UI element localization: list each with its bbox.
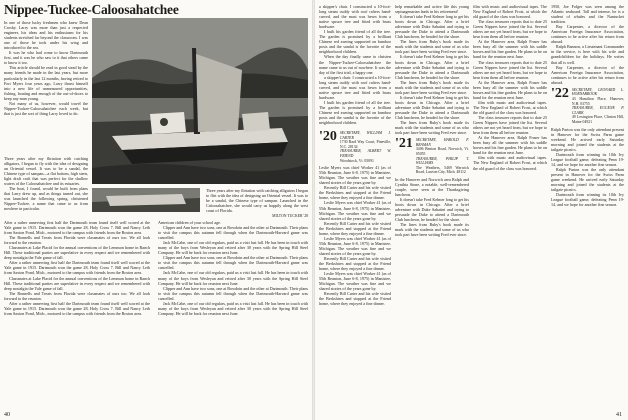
article-paragraph: At the Hanover area, Ralph Fraser has been busy all the summer with his saddle horses and his fine garden. He plans to be on hand for the reunion next June. [473,135,547,156]
article-paragraph: Recently Bill Carter and his wife visited the Berkshires and stopped at the Friend home, where they enjoyed a fine dinner. [319,256,391,272]
article-paragraph: After a rather unnerving first half the Dartmouth team found itself well scored at the Yale game in 1915. Dartmouth won the game 28, Holy Cross 7. Bill and Nancy Leib from Saxton Pond, Mich., motored to the campus with friends from the Boston area. [4,220,150,236]
class-notes-column-1 [4,220,150,408]
article-paragraph: Recently Bill Carter and his wife visited the Berkshires and stopped at the Friend home, where they enjoyed a fine dinner. [319,291,391,307]
left-page [0,0,313,420]
article-paragraph: Clipper and Ann have two sons, one at Bowdoin and the other at Dartmouth. Their plans to visit the campus this autumn fell through when the Dartmouth-Harvard game was cancelled. [158,255,308,271]
article-column-3 [319,4,391,126]
article-title: Nippee-Tuckee-Caloosahatchee [4,2,179,17]
secretary-name: SECRETARY, HAROLD F. BRAMAN [415,138,469,147]
article-paragraph: This article should be read in good stead by the many friends he made in the last years, but more particularly in the last 12 months, having retired to Fort Myers four years ago, Larry thrust himself into a new life of unmeasured opportunities, fishing, boating and enough of the out-of-doors to keep any man young. [4,65,88,101]
article-paragraph: The Bonnells and Treats from Florida were classmates of ours too. We all look forward to the reunion. [4,235,150,246]
secretary-address: 43 Hamilton Place, Hanover, N.H. 03755 [571,96,624,106]
article-paragraph: Clipper and Ann have two sons, one at Bowdoin and the other at Dartmouth. Their plans to visit the campus this autumn fell through when the Dartmouth-Harvard game was cancelled. [158,285,308,301]
article-paragraph: It was he who had come to know Dartmouth first, and it was he who saw to it that others came to know it too. [4,50,88,66]
class-year-20: '20 [319,129,337,144]
article-paragraph: Jack McCabe, one of our old regulars, paid us a visit last fall. He has been in touch with many of the boys from Wesleyan and retired after 30 years with the Spring Hill Steel Company. He will be back for reunion next June. [158,270,308,286]
article-paragraph: It doesn't take Fred Kelmer long to get his boots down in Chicago. After a brief adventure with Duke Sabatini and trying to persuade the Duke to attend a Dartmouth Club luncheon, he headed for the shore. [395,197,469,223]
sampan-boat-photo [92,18,308,184]
article-column-1-cont [4,156,88,216]
class-21-header [395,138,469,175]
article-paragraph: Three years after my flirtation with catching alligators, I began to fly with the idea of designing an Oriental vessel. It was to be a sandal, the Chinese type of sampan—a flat bottom, high stern, light draft craft that was perfect for the shallow waters of the Caloosahatchee and its estuaries. [4,156,88,187]
article-paragraph: It doesn't take Fred Kelmer long to get his boots down in Chicago. After a brief adventure with Duke Sabatini and trying to persuade the Duke to attend a Dartmouth Club luncheon, he headed for the shore. [395,54,469,80]
page-number: 41 [616,412,622,418]
treasurer-address: The Weathers, 5469 Warwick Road, Lawton City, Mich. 48112 [415,165,469,175]
article-column-1 [4,20,88,152]
class-22-secretary-block [572,88,624,125]
article-paragraph: Jack McCabe, one of our old regulars, paid us a visit last fall. He has been in touch with many of the boys from Wesleyan and retired after 30 years with the Spring Hill Steel Company. He will be back for reunion next June. [158,300,308,316]
secretary-name: SECRETARY, LEONARD L. HORNABROOK [571,87,624,97]
caption-text: Three years after my flirtation with catching alligators I began to flirt with the idea of designing an Oriental vessel. It was to be a sandal, the Chinese type of sampan. Launched in the Caloosahatchee, she would carry us happily along the west coast of Florida. [206,188,308,213]
secretary-address: 1730 Bard Way Court, Pineville, N.C. 28134 [339,140,391,149]
article-paragraph: a skipper's chair. I constructed a 10-foot-long steam cuddy with roof rafters hand-carved, and the mast was hewn from a native spruce tree and fitted with brass hardware. [319,4,391,30]
class-20-secretary-block [340,131,391,163]
secretary-name: SECRETARY, WILLIAM J. CARTER [339,131,391,140]
article-paragraph: Recently Bill Carter and his wife visited the Berkshires and stopped at the Friend home, where they enjoyed a fine dinner. [319,220,391,236]
article-paragraph: 1950, Joe Folger was seen among the Atlantic seaboard. Tall and intense, he is a student of whales and the Nantucket tradition. [551,4,624,25]
article-paragraph: The lines from Ruby's book made its mark with the students and some of us who took part have been writing Fred ever since. [395,120,469,136]
class-notes-column-2 [158,220,308,408]
article-paragraph: Dartmouth from winning its 10th Ivy League football game, defeating Penn 19-14, and we hope for another fine season. [551,192,624,208]
article-paragraph: Leslie Myers was chief Worker 41 (as of 55th Reunion, June 6-8, 1975) in Manistee, Michigan. The weather was fine and we shared stories of the years gone by. [319,200,391,221]
class-22-header [551,85,624,125]
article-paragraph: film with music and audiovisual tapes. The New England of Robert Frost, at which the old guard of the class was honored. [473,4,547,20]
article-paragraph: film with music and audiovisual tapes. The New England of Robert Frost, at which the old guard of the class was honored. [473,155,547,171]
article-paragraph: help remarkable and active life this young septuagenarian leads in his retirement! [395,4,469,15]
article-paragraph: In the Hanover and Norwich area Ralph and Cynthia Stone, a notable, well-remembered couple, were seen at the Thanksgiving luncheon. [395,176,469,198]
treasurer-name: TREASURER, PHILIP T. WILLIAMS [415,156,469,166]
article-paragraph: Classmates at Lake Placid for the annual conventions of the Lemmon home in Ranch Hill. These traditional parties are superlative in every respect and we remembered with deep nostalgia the Yale game of fall. [4,275,150,291]
page-number: 40 [4,412,10,418]
treasurer-name: TREASURER, EUGENE P. CLARK [571,106,624,115]
article-paragraph: At the Hanover area, Ralph Fraser has been busy all the summer with his saddle horses and his fine garden. He plans to be on hand for the reunion next June. [473,39,547,60]
class-year-21: '21 [395,136,413,152]
article-paragraph: film with music and audiovisual tapes. The New England of Robert Frost, at which the old guard of the class was honored. [473,99,547,115]
article-paragraph: In one of those lucky freshmen who knew Dean Crosby. Larry was more than just a respected engineer, his ideas and his enthusiasm for his students stretched far beyond the classroom. I was one of those he took under his wing and introduced to the sea. [4,20,88,51]
article-paragraph: It doesn't take Fred Kelmer long to get his boots down in Chicago. After a brief adventure with Duke Sabatini and trying to persuade the Duke to attend a Dartmouth Club luncheon, he headed for the shore. [395,14,469,40]
article-paragraph: After a rather unnerving first half the Dartmouth team found itself well scored at the Yale game in 1915. Dartmouth won the game 28, Holy Cross 7. Bill and Nancy Leib from Saxton Pond, Mich., motored to the campus with friends from the Boston area. [4,260,150,276]
article-paragraph: Bay Carpenter, a director of the American Foreign Insurance Association, continues to be active after his return from abroad. [551,64,624,85]
class-20-column [319,128,391,410]
treasurer-name: TREASURER, ALBERT W. FRIEND [339,149,391,158]
article-paragraph: After a rather unnerving first half the Dartmouth team found itself well scored at the Yale game in 1915. Dartmouth won the game 28, Holy Cross 7. Bill and Nancy Leib from Saxton Pond, Mich., motored to the campus with friends from the Boston area. [4,300,150,316]
article-paragraph: Leslie Myers was chief Worker 41 (as of 55th Reunion, June 6-8, 1975) in Manistee, Michigan. The weather was fine and we shared stories of the years gone by. [319,271,391,292]
treasurer-address: Woodstock, Vt. 05091 [339,158,374,163]
sampan-detail-photo [92,188,200,212]
right-page [315,0,628,420]
article-paragraph: Dartmouth from winning its 10th Ivy League football game, defeating Penn 19-14, and we hope for another fine season. [551,151,624,167]
article-paragraph: I built his garden friend of all the tree. The garden is promised by a brilliant Chinese red awning supported on bamboo posts and the sandal is the favorite of the neighborhood children. [319,29,391,55]
article-paragraph: The boat, I found, would be built from plans that Larry drew up, and as things turned out, she was launched the following spring, christened Nippee-Tuckee, a name that came to us from nowhere in particular. [4,186,88,212]
article-paragraph: Leslie Myers was chief Worker 41 (as of 55th Reunion, June 6-8, 1975) in Manistee, Michigan. The weather was fine and we shared stories of the years gone by. [319,165,391,186]
article-column-5 [473,4,547,410]
article-paragraph: a skipper's chair. I constructed a 10-foot-long steam cuddy with roof rafters hand-carved, and the mast was hewn from a native spruce tree and fitted with brass hardware. [319,74,391,100]
article-paragraph: The lines from Ruby's book made its mark with the students and some of us who took part have been writing Fred ever since. [395,39,469,55]
article-paragraph: The Bonnells and Treats from Florida were classmates of ours too. We all look forward to the reunion. [4,290,150,301]
article-column-4 [395,4,469,410]
article-paragraph: Classmates at Lake Placid for the annual conventions of the Lemmon home in Ranch Hill. These traditional parties are superlative in every respect and we remembered with deep nostalgia the Yale game of fall. [4,245,150,261]
article-paragraph: It doesn't take Fred Kelmer long to get his boots down in Chicago. After a brief adventure with Duke Sabatini and trying to persuade the Duke to attend a Dartmouth Club luncheon, he headed for the shore. [395,94,469,121]
article-paragraph: The lines from Ruby's book made its mark with the students and some of us who took part have been writing Fred ever since. [395,222,469,238]
article-paragraph: Not many of us, however, would travel the Nippee-Tuckee-Caloosahatchee each week, but that is just the sort of thing Larry loved to do. [4,100,88,116]
article-paragraph: The class treasurer reports that to date 25 Green Nippers have joined the list. Several others are not yet heard from, but we hope to hear from them all before reunion. [473,59,547,80]
article-column-6 [551,4,624,410]
article-paragraph: Ralph Bannon, a Lieutenant Commander in the service, is here with his wife and grandchildren for the holidays. He writes that all is well. [551,44,624,65]
article-paragraph: When the day finally came to christen the Nippee-Tuckee-Caloosahatchee the name came to us out of nowhere. It was the day of the first trial, a happy one. [319,54,391,75]
article-paragraph: The lines from Ruby's book made its mark with the students and some of us who took part have been writing Fred ever since. [395,79,469,95]
article-paragraph: The class treasurer reports that to date 25 Green Nippers have joined the list. Several others are not yet heard from, but we hope to hear from them all before reunion. [473,115,547,136]
article-paragraph: Recently Bill Carter and his wife visited the Berkshires and stopped at the Friend home, where they enjoyed a fine dinner. [319,185,391,201]
article-paragraph: American children of your school age. [158,220,221,225]
article-paragraph: I built his garden friend of all the tree. The garden is promised by a brilliant Chinese red awning supported on bamboo posts and the sandal is the favorite of the neighborhood children. [319,99,391,126]
article-paragraph: At the Hanover area, Ralph Fraser has been busy all the summer with his saddle horses and his fine garden. He plans to be on hand for the reunion next June. [473,79,547,100]
class-20-header [319,131,391,163]
class-21-secretary-block [416,138,469,175]
caption-credit: MILTON TUCKER '28 [272,214,308,218]
article-paragraph: Ralph Parton was the only attendant present in Hanover for the Swiss Parm game weekend. He arrived early Saturday morning and joined the students at the tailgate picnics. [551,126,624,152]
article-paragraph: Ralph Parton was the only attendant present in Hanover for the Swiss Parm game weekend. He arrived early Saturday morning and joined the students at the tailgate picnics. [551,166,624,193]
article-paragraph: Leslie Myers was chief Worker 41 (as of 55th Reunion, June 6-8, 1975) in Manistee, Michigan. The weather was fine and we shared stories of the years gone by. [319,235,391,256]
treasurer-address: 49 Lexington Place, Clinton Hill, Maine 04921 [571,115,624,124]
class-year-22: '22 [551,85,569,101]
photo-caption [206,188,308,219]
article-paragraph: Clipper and Ann have two sons, one at Bowdoin and the other at Dartmouth. Their plans to visit the campus this autumn fell through when the Dartmouth-Harvard game was cancelled. [158,225,308,241]
article-paragraph: Jack McCabe, one of our old regulars, paid us a visit last fall. He has been in touch with many of the boys from Wesleyan and retired after 30 years with the Spring Hill Steel Company. He will be back for reunion next June. [158,240,308,256]
article-paragraph: Bay Carpenter, a director of the American Foreign Insurance Association, continues to be active after his return from abroad. [551,24,624,45]
secretary-address: 3406 Benton Road, Norwich, Vt. 05055 [415,147,469,156]
article-paragraph: The class treasurer reports that to date 25 Green Nippers have joined the list. Several others are not yet heard from, but we hope to hear from them all before reunion. [473,19,547,40]
